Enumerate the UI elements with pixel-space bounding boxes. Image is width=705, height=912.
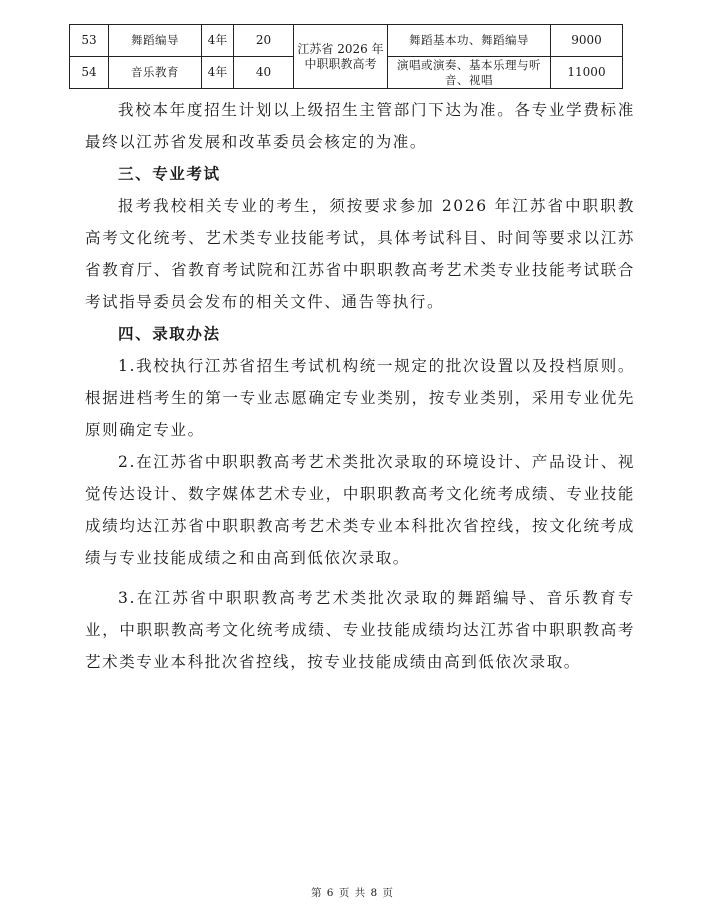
study-years: 4年: [202, 25, 234, 57]
paragraph-admission-rule-3: 3.在江苏省中职职教高考艺术类批次录取的舞蹈编导、音乐教育专业，中职职教高考文化统考成绩、专业技能成绩均达江苏省中职职教高考艺术类专业本科批次省控线，按专业技能成绩由高到低依次录取。: [85, 589, 635, 671]
major-name: 舞蹈编导: [109, 25, 202, 57]
paragraph-enrollment-plan: 我校本年度招生计划以上级招生主管部门下达为准。各专业学费标准最终以江苏省发展和改革委员会核定的为准。: [85, 101, 635, 151]
section-heading-exam: 三、专业考试: [118, 165, 221, 183]
row-number: 53: [70, 25, 109, 57]
table-row: [70, 25, 623, 57]
study-years: 4年: [202, 57, 234, 89]
paragraph-exam-requirements: 报考我校相关专业的考生，须按要求参加 2026 年江苏省中职职教高考文化统考、艺术类专业技能考试，具体考试科目、时间等要求以江苏省教育厅、省教育考试院和江苏省中职职教高考艺术类专业技能考试联合考试指导委员会发布的相关文件、通告等执行。: [85, 197, 635, 311]
enrollment-count: 20: [234, 25, 294, 57]
major-name: 音乐教育: [109, 57, 202, 89]
paragraph-admission-rule-2: 2.在江苏省中职职教高考艺术类批次录取的环境设计、产品设计、视觉传达设计、数字媒体艺术专业，中职职教高考文化统考成绩、专业技能成绩均达江苏省中职职教高考艺术类专业本科批次省控线，按文化统考成绩与专业技能成绩之和由高到低依次录取。: [85, 453, 635, 567]
tuition-fee: 9000: [551, 25, 623, 57]
page-number: 第 6 页 共 8 页: [310, 887, 395, 899]
admission-scope-line: 江苏省 2026 年: [297, 41, 384, 56]
enrollment-plan-table: [69, 24, 623, 89]
paragraph-admission-rule-1: 1.我校执行江苏省招生考试机构统一规定的批次设置以及投档原则。根据进档考生的第一专业志愿确定专业类别，按专业类别，采用专业优先原则确定专业。: [85, 357, 635, 439]
enrollment-count: 40: [234, 57, 294, 89]
row-number: 54: [70, 57, 109, 89]
exam-content: 舞蹈基本功、舞蹈编导: [388, 25, 551, 57]
document-body: [85, 94, 635, 678]
admission-scope-line: 中职职教高考: [304, 56, 377, 71]
tuition-fee: 11000: [551, 57, 623, 89]
section-heading-admission: 四、录取办法: [118, 325, 221, 343]
admission-scope-cell: [294, 25, 388, 89]
exam-content: 演唱或演奏、基本乐理与听音、视唱: [388, 57, 551, 89]
